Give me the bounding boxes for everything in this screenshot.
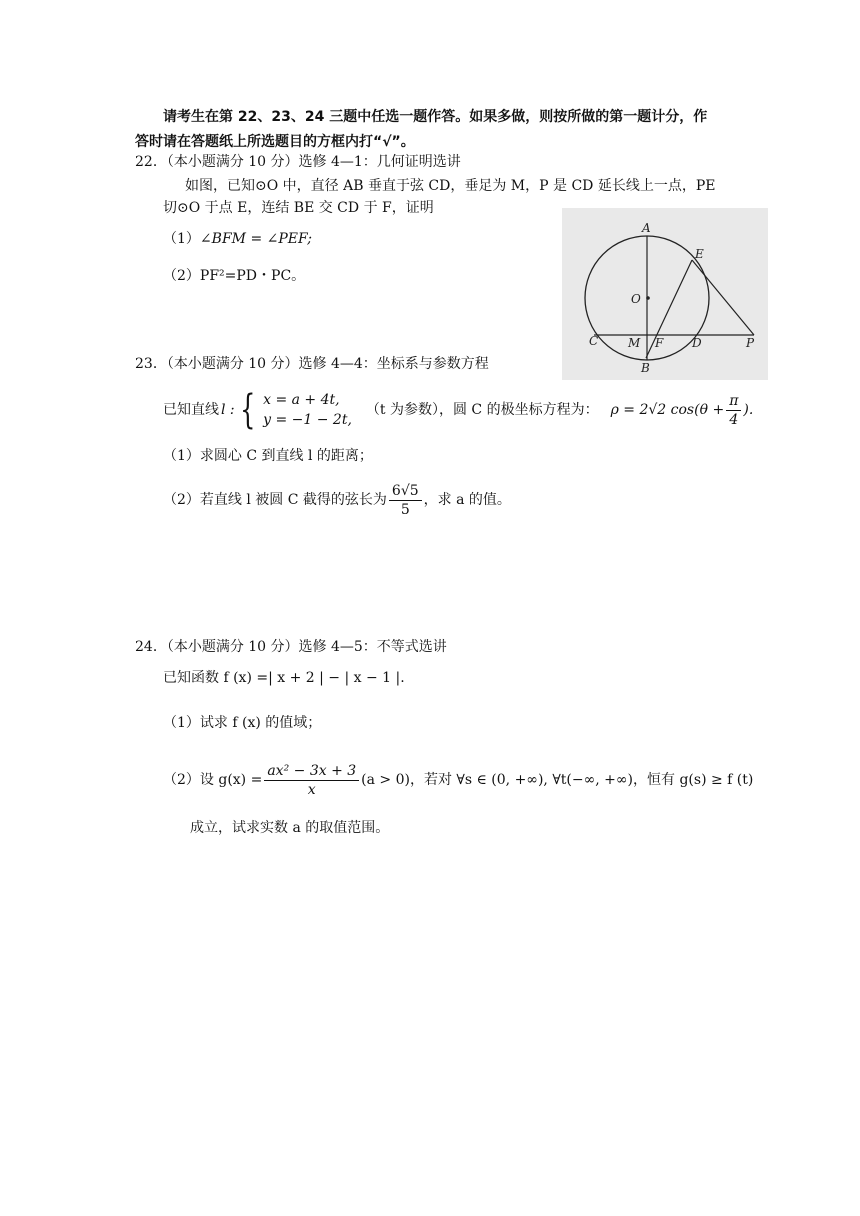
system-brace: { xyxy=(239,387,256,433)
q23-eq-2: y = −1 − 2t, xyxy=(263,412,352,428)
label-e: E xyxy=(695,247,704,261)
q23-parametric-system xyxy=(235,387,352,433)
q23-header: 23．（本小题满分 10 分）选修 4—4：坐标系与参数方程 xyxy=(135,356,489,372)
q22-text-2: 切⊙O 于点 E，连结 BE 交 CD 于 F，证明 xyxy=(163,200,434,216)
q22-part-1-label: （1） xyxy=(163,231,200,247)
segment-be xyxy=(646,260,692,358)
q23-part-2-suffix: ，求 a 的值。 xyxy=(423,492,511,508)
q24-part-2 xyxy=(163,758,753,802)
q23-chord-num: 6√5 xyxy=(389,482,422,501)
q23-part-2-prefix: （2）若直线 l 被圆 C 截得的弦长为 xyxy=(163,492,387,508)
q24-part-1: （1）试求 f (x) 的值域； xyxy=(163,715,322,731)
q23-part-2 xyxy=(163,478,511,522)
q23-line-name: l : xyxy=(221,402,235,418)
q24-g-den: x xyxy=(307,781,316,798)
q24-part-2-mid: (a > 0)，若对 ∀s ∈ (0, +∞), ∀t(−∞, +∞)，恒有 g(s) ≥ f (t) xyxy=(361,772,754,788)
q24-known: 已知函数 f (x) =| x + 2 | − | x − 1 |. xyxy=(163,670,405,686)
q23-known-prefix: 已知直线 xyxy=(163,402,219,418)
q22-text-1: 如图，已知⊙O 中，直径 AB 垂直于弦 CD，垂足为 M，P 是 CD 延长线上一点，PE xyxy=(185,178,716,194)
q24-part-2-line-2: 成立，试求实数 a 的取值范围。 xyxy=(190,820,390,836)
intro-line-2: 答时请在答题纸上所选题目的方框内打“√”。 xyxy=(135,134,415,150)
intro-line-1: 请考生在第 22、23、24 三题中任选一题作答。如果多做，则按所做的第一题计分，作 xyxy=(163,109,708,125)
label-m: M xyxy=(628,336,641,350)
q23-eq-1: x = a + 4t, xyxy=(263,392,340,408)
geometry-figure xyxy=(562,208,768,380)
q23-polar-den: 4 xyxy=(729,411,739,428)
q23-polar-end: ). xyxy=(743,402,754,418)
label-c: C xyxy=(589,334,599,348)
q23-chord-den: 5 xyxy=(400,501,410,518)
q23-polar-num: π xyxy=(726,392,741,411)
q22-part-1 xyxy=(163,229,312,249)
label-a: A xyxy=(642,221,651,235)
center-point-o xyxy=(646,296,650,300)
q24-header: 24．（本小题满分 10 分）选修 4—5：不等式选讲 xyxy=(135,639,447,655)
q24-part-2-prefix: （2）设 g(x) = xyxy=(163,772,263,788)
label-p: P xyxy=(746,336,755,350)
q23-condition xyxy=(163,388,753,432)
q23-polar-fraction xyxy=(726,392,741,429)
label-o: O xyxy=(631,292,641,306)
q24-g-fraction xyxy=(264,762,359,799)
circle-tangent-diagram xyxy=(562,208,768,380)
q23-part-1: （1）求圆心 C 到直线 l 的距离； xyxy=(163,448,373,464)
q22-part-1-math: ∠BFM = ∠PEF; xyxy=(199,231,312,247)
q24-g-num: ax² − 3x + 3 xyxy=(264,762,359,781)
label-d: D xyxy=(692,336,702,350)
q22-header: 22．（本小题满分 10 分）选修 4—1：几何证明选讲 xyxy=(135,154,461,170)
label-b: B xyxy=(641,361,650,375)
q23-polar-lhs: ρ = 2√2 cos(θ + xyxy=(610,402,725,418)
q23-chord-fraction xyxy=(389,482,422,519)
q22-part-2: （2）PF²=PD・PC。 xyxy=(163,268,306,284)
label-f: F xyxy=(655,336,664,350)
q23-param-note: （t 为参数），圆 C 的极坐标方程为： xyxy=(365,402,599,418)
tangent-pe xyxy=(692,260,754,335)
